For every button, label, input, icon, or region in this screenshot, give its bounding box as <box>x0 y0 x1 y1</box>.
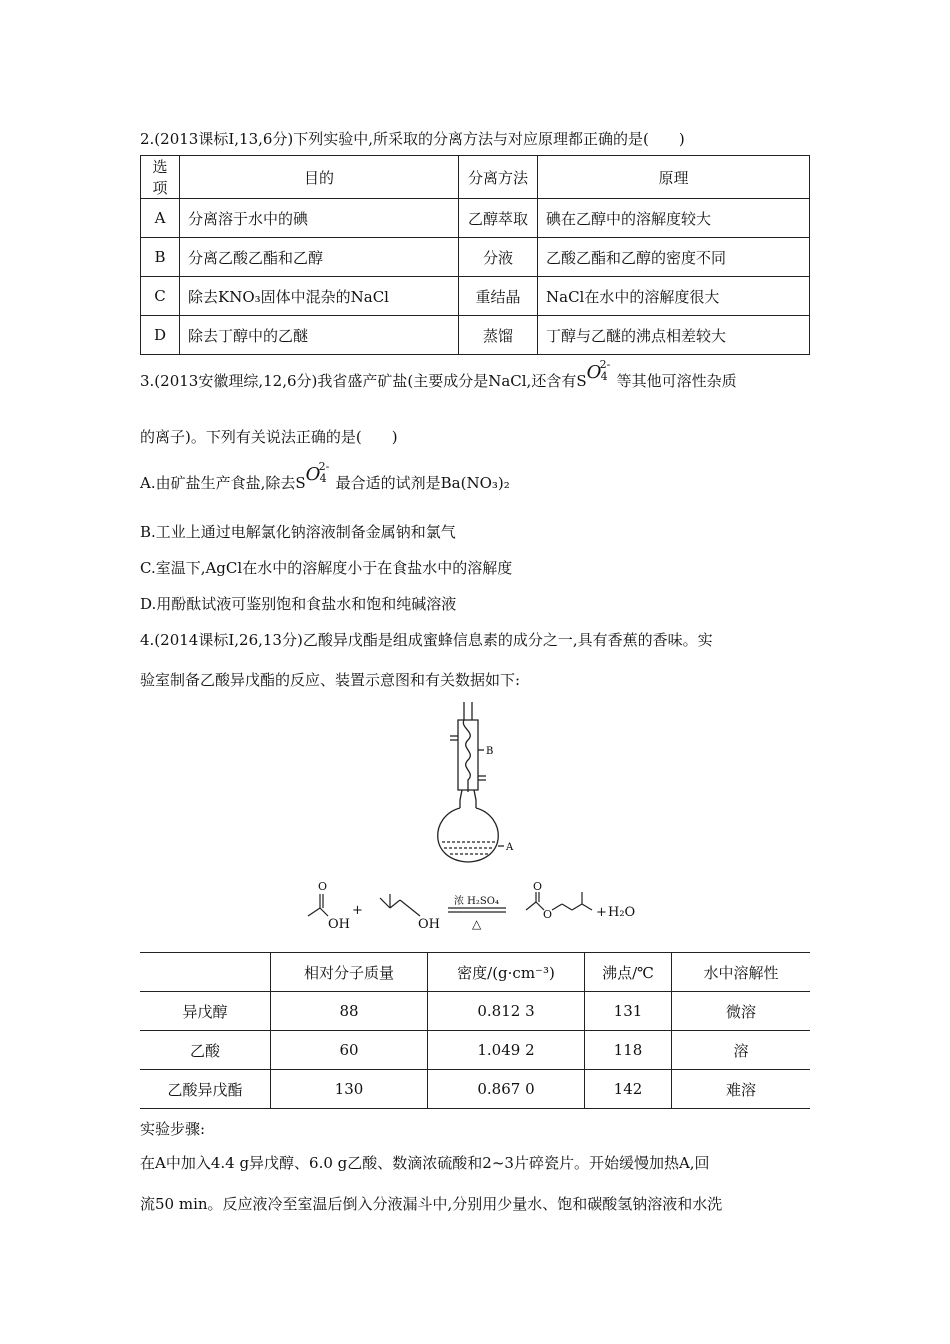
table-cell: 溶 <box>672 1031 811 1070</box>
header-cell: 分离方法 <box>459 156 538 199</box>
water-label: H₂O <box>608 905 636 920</box>
table-cell: 乙酸乙酯和乙醇的密度不同 <box>538 238 810 277</box>
header-cell: 沸点/℃ <box>585 953 672 992</box>
table-cell: 蒸馏 <box>459 316 538 355</box>
table-cell: 异戊醇 <box>140 992 271 1031</box>
table-cell: 131 <box>585 992 672 1031</box>
o-label: O <box>318 880 328 893</box>
ion-subscript: 4 <box>600 370 608 383</box>
header-cell <box>140 953 271 992</box>
q3-option-d: D.用酚酞试液可鉴别饱和食盐水和饱和纯碱溶液 <box>140 595 457 613</box>
sulfate-ion <box>305 460 336 488</box>
header-cell: 选项 <box>141 156 180 199</box>
table-cell: C <box>141 277 180 316</box>
sulfate-ion <box>586 358 617 386</box>
q4-steps-line2: 流50 min。反应液冷至室温后倒入分液漏斗中,分别用少量水、饱和碳酸氢钠溶液和水洗 <box>140 1195 723 1213</box>
table-header-row <box>141 156 810 199</box>
table-row <box>141 199 810 238</box>
q3-stem-a: 3.(2013安徽理综,12,6分)我省盛产矿盐(主要成分是NaCl,还含有S <box>140 372 587 390</box>
table-cell: 1.049 2 <box>428 1031 585 1070</box>
table-cell: B <box>141 238 180 277</box>
table-row <box>141 277 810 316</box>
ion-charge: 2- <box>599 358 611 371</box>
table-cell: 130 <box>271 1070 428 1109</box>
q3-option-a-suffix: 最合适的试剂是Ba(NO₃)₂ <box>335 474 510 492</box>
table-cell: 乙酸 <box>140 1031 271 1070</box>
table-cell: 分液 <box>459 238 538 277</box>
table-cell: 分离乙酸乙酯和乙醇 <box>180 238 459 277</box>
condition-top: 浓 H₂SO₄ <box>454 896 499 907</box>
table-cell: D <box>141 316 180 355</box>
q4-steps-line1: 在A中加入4.4 g异戊醇、6.0 g乙酸、数滴浓硫酸和2~3片碎瓷片。开始缓慢加热A,回 <box>140 1154 710 1172</box>
table-row <box>140 992 810 1031</box>
table-cell: 142 <box>585 1070 672 1109</box>
reaction-equation <box>290 878 670 938</box>
q4-steps-title: 实验步骤: <box>140 1120 206 1138</box>
table-cell: A <box>141 199 180 238</box>
table-cell: 碘在乙醇中的溶解度较大 <box>538 199 810 238</box>
label-b: B <box>486 746 494 757</box>
table-cell: 分离溶于水中的碘 <box>180 199 459 238</box>
o-label: O <box>533 880 543 893</box>
q4-stem-a: 4.(2014课标Ⅰ,26,13分)乙酸异戊酯是组成蜜蜂信息素的成分之一,具有香蕉的香味。实 <box>140 631 713 649</box>
plus-sign: + <box>596 905 607 920</box>
table-cell: NaCl在水中的溶解度很大 <box>538 277 810 316</box>
condition-bottom: △ <box>472 917 482 931</box>
header-cell: 水中溶解性 <box>672 953 811 992</box>
q4-data-table <box>140 952 810 1109</box>
q3-option-a <box>140 460 510 493</box>
q3-option-b: B.工业上通过电解氯化钠溶液制备金属钠和氯气 <box>140 523 456 541</box>
ion-main: O <box>305 464 321 485</box>
table-row <box>140 1031 810 1070</box>
table-cell: 除去KNO₃固体中混杂的NaCl <box>180 277 459 316</box>
oh-label: OH <box>418 917 440 932</box>
o-label: O <box>543 908 553 921</box>
table-cell: 除去丁醇中的乙醚 <box>180 316 459 355</box>
table-row <box>141 238 810 277</box>
table-cell: 难溶 <box>672 1070 811 1109</box>
table-cell: 乙酸异戊酯 <box>140 1070 271 1109</box>
q3-stem-c: 的离子)。下列有关说法正确的是( ) <box>140 428 398 446</box>
header-cell: 相对分子质量 <box>271 953 428 992</box>
q3-stem-b: 等其他可溶性杂质 <box>616 372 737 390</box>
table-cell: 乙醇萃取 <box>459 199 538 238</box>
q3-option-a-prefix: A.由矿盐生产食盐,除去S <box>140 474 306 492</box>
ion-charge: 2- <box>318 460 330 473</box>
q2-stem: 2.(2013课标Ⅰ,13,6分)下列实验中,所采取的分离方法与对应原理都正确的是( ) <box>140 130 685 148</box>
header-cell: 密度/(g·cm⁻³) <box>428 953 585 992</box>
oh-label: OH <box>328 917 350 932</box>
ion-main: O <box>586 362 602 383</box>
header-cell: 原理 <box>538 156 810 199</box>
q4-stem-b: 验室制备乙酸异戊酯的反应、装置示意图和有关数据如下: <box>140 671 521 689</box>
table-row <box>141 316 810 355</box>
plus-sign: + <box>352 903 363 918</box>
q3-stem-line1 <box>140 358 737 391</box>
q2-table <box>140 155 810 355</box>
ion-subscript: 4 <box>319 472 327 485</box>
table-cell: 0.867 0 <box>428 1070 585 1109</box>
table-cell: 60 <box>271 1031 428 1070</box>
table-header-row <box>140 953 810 992</box>
table-cell: 88 <box>271 992 428 1031</box>
table-row <box>140 1070 810 1109</box>
table-cell: 丁醇与乙醚的沸点相差较大 <box>538 316 810 355</box>
header-cell: 目的 <box>180 156 459 199</box>
reflux-apparatus-diagram <box>420 700 530 870</box>
table-cell: 微溶 <box>672 992 811 1031</box>
q3-option-c: C.室温下,AgCl在水中的溶解度小于在食盐水中的溶解度 <box>140 559 513 577</box>
table-cell: 0.812 3 <box>428 992 585 1031</box>
table-cell: 重结晶 <box>459 277 538 316</box>
label-a: A <box>506 842 514 853</box>
table-cell: 118 <box>585 1031 672 1070</box>
